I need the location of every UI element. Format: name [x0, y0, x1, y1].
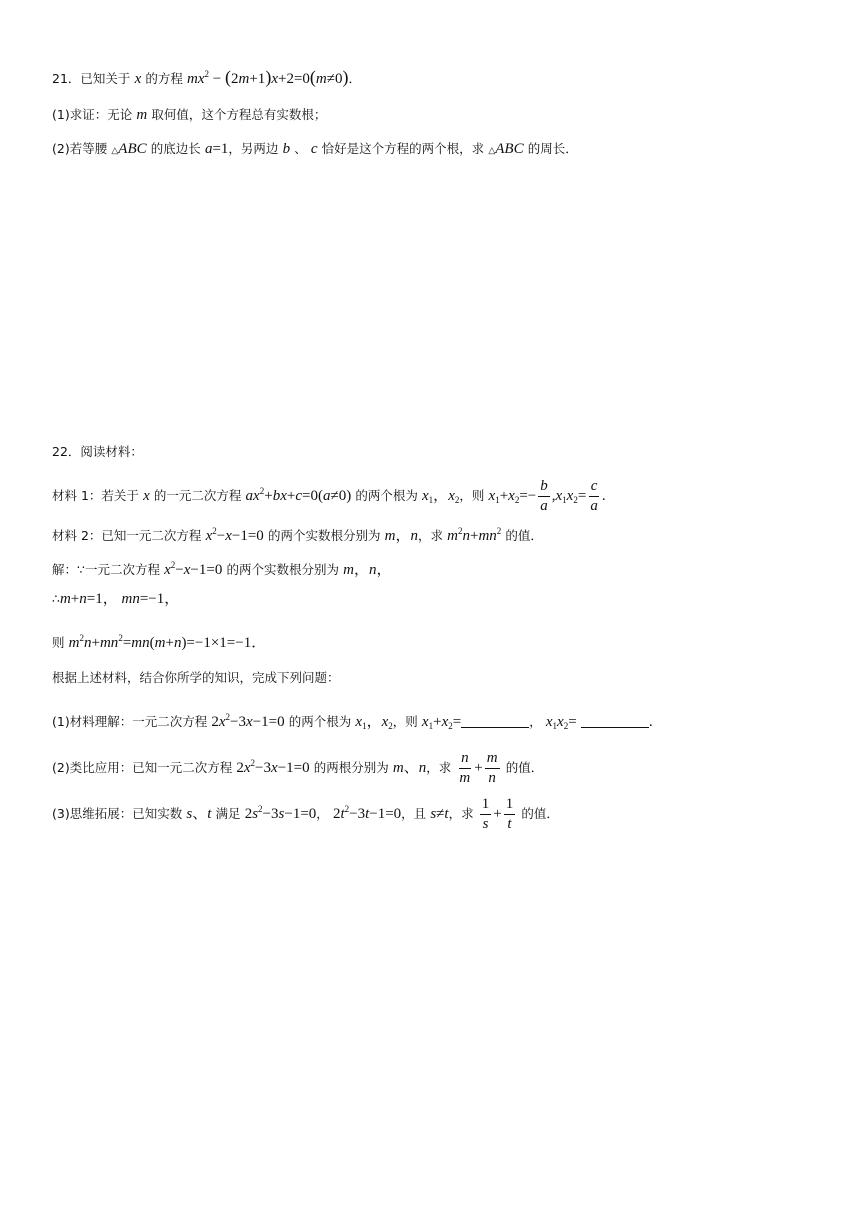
answer-blank-sum[interactable]	[461, 713, 529, 728]
material-1: 材料 1：若关于 x 的一元二次方程 $ax^2+bx+c=0(a\ne 0)$ 的两个根为 $x_1$，$x_2$，则 $x_1+x_2=-$ $\frac{b}{a}$ $,x_1x_2=$ $\frac{c}{a}$ .	[52, 478, 606, 514]
solution-line-3: 则 $m^2n+mn^2=mn(m+n)=-1\times 1=-1$．	[52, 633, 267, 651]
q21-part1: (1)求证：无论 m 取何值，这个方程总有实数根；	[52, 107, 327, 123]
question-number: 22．	[52, 444, 81, 459]
instruction: 根据上述材料，结合你所学的知识，完成下列问题：	[52, 670, 340, 685]
q21-stem: 21．已知关于 x 的方程 $mx^2 - (2m+1)x+2=0(m\ne 0)$．	[52, 67, 361, 87]
equation: $mx^2 - (2m+1)x+2=0(m\ne 0)$	[187, 67, 349, 87]
q22-part2: (2)类比应用：已知一元二次方程 $2x^2-3x-1=0$ 的两根分别为 m、n，求 $\frac{n}{m}$ + $\frac{m}{n}$ 的值．	[52, 750, 544, 786]
q22-title: 22．阅读材料：	[52, 444, 143, 459]
question-number: 21．	[52, 71, 81, 86]
answer-blank-product[interactable]	[581, 713, 649, 728]
q21-part2: (2)若等腰 △ABC 的底边长 a=1，另两边 b 、 c 恰好是这个方程的两个根，求 △ABC 的周长．	[52, 141, 578, 157]
q22-part1: (1)材料理解：一元二次方程 $2x^2-3x-1=0$ 的两个根为 $x_1$，$x_2$，则 $x_1+x_2=$ ， $x_1x_2=$ .	[52, 712, 653, 731]
q22-part3: (3)思维拓展：已知实数 s、t 满足 $2s^2-3s-1=0$， $2t^2-3t-1=0$，且 s≠t，求 $\frac{1}{s}$ + $\frac{1}{t}$ 的值．	[52, 796, 559, 832]
solution-line-2: ∴m+n=1， mn=−1，	[52, 591, 180, 607]
solution-line-1: 解：∵一元二次方程 $x^2-x-1=0$ 的两个实数根分别为 m，n，	[52, 560, 392, 578]
material-2: 材料 2：已知一元二次方程 $x^2-x-1=0$ 的两个实数根分别为 m，n，求 $m^2n+mn^2$ 的值．	[52, 526, 543, 544]
